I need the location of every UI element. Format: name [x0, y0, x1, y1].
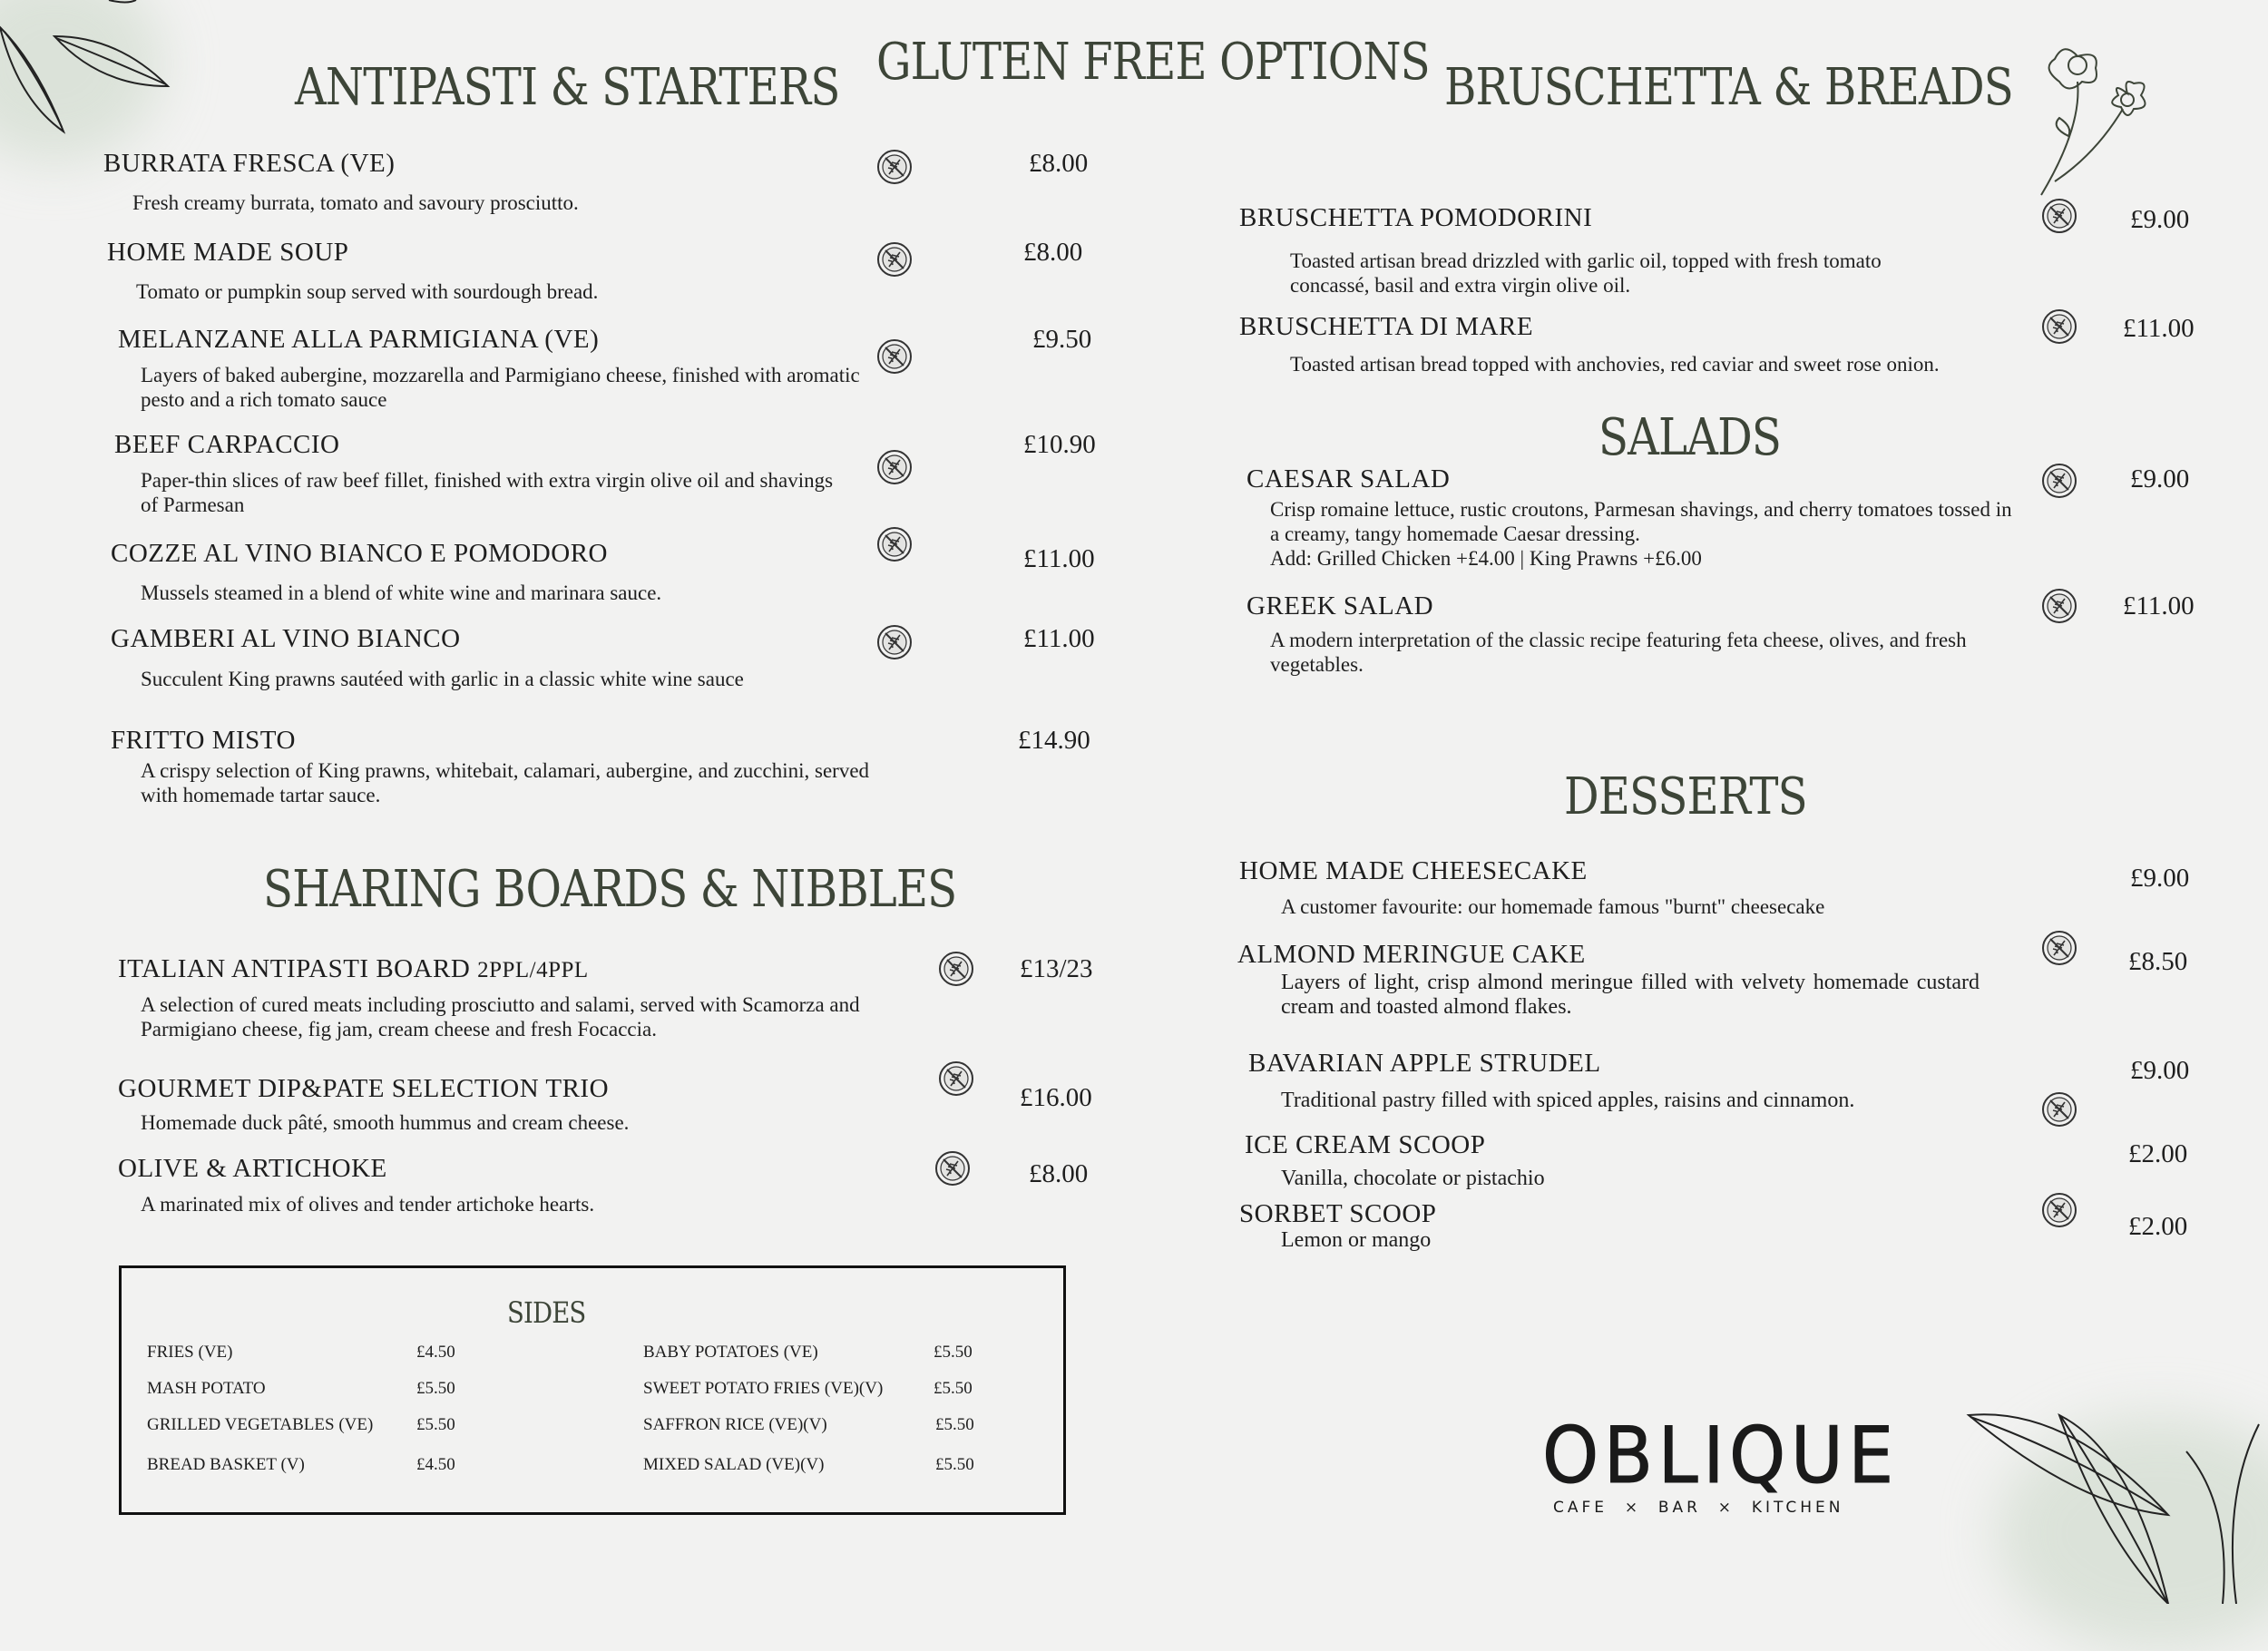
side-item-name: SAFFRON RICE (VE)(V) [643, 1415, 827, 1434]
menu-item-price: £11.00 [2123, 314, 2195, 343]
menu-item-name: MELANZANE ALLA PARMIGIANA (VE) [118, 325, 600, 354]
menu-item-price: £2.00 [2128, 1139, 2188, 1168]
menu-item-description: A marinated mix of olives and tender artichoke hearts. [141, 1193, 595, 1216]
flower-illustration [2032, 36, 2168, 200]
gluten-free-icon [938, 951, 974, 987]
menu-item-description: Fresh creamy burrata, tomato and savoury prosciutto. [132, 191, 579, 214]
menu-item-price: £11.00 [1023, 624, 1095, 653]
menu-item-price: £14.90 [1018, 726, 1090, 755]
menu-item-name: COZZE AL VINO BIANCO E POMODORO [111, 539, 608, 568]
menu-item-description: Toasted artisan bread drizzled with garlic oil, topped with fresh tomato concassé, basil and extra virgin olive oil. [1290, 249, 1882, 297]
gluten-free-icon [2041, 1091, 2077, 1128]
gluten-free-icon [2041, 588, 2077, 624]
section-heading-starters: ANTIPASTI & STARTERS [295, 58, 840, 117]
gluten-free-icon [876, 149, 913, 185]
menu-item-price: £8.00 [1029, 149, 1089, 178]
side-item-name: BABY POTATOES (VE) [643, 1343, 818, 1362]
menu-item-description: A selection of cured meats including prosciutto and salami, served with Scamorza and Parmigiano cheese, fig jam, cream cheese and fresh Focaccia. [141, 993, 860, 1040]
side-item-price: £5.50 [416, 1379, 455, 1398]
menu-item-description: Lemon or mango [1281, 1228, 1432, 1252]
menu-item-price: £9.00 [2130, 1056, 2190, 1085]
menu-item-name: FRITTO MISTO [111, 726, 296, 755]
gluten-free-icon [934, 1150, 971, 1187]
menu-item-name: GAMBERI AL VINO BIANCO [111, 624, 461, 653]
menu-item-price: £11.00 [1023, 544, 1095, 573]
side-item-price: £4.50 [416, 1455, 455, 1474]
gluten-free-icon [876, 338, 913, 375]
menu-item-name: BRUSCHETTA POMODORINI [1239, 203, 1593, 232]
section-heading-bruschetta: BRUSCHETTA & BREADS [1444, 58, 2013, 117]
gluten-free-icon [876, 624, 913, 660]
menu-item-price: £2.00 [2128, 1212, 2188, 1241]
menu-item-price: £9.00 [2130, 864, 2190, 893]
gluten-free-icon [876, 241, 913, 278]
menu-item-name: OLIVE & ARTICHOKE [118, 1154, 387, 1183]
menu-item-price: £8.50 [2128, 947, 2188, 976]
gluten-free-icon [876, 449, 913, 485]
menu-item-description: A crispy selection of King prawns, whitebait, calamari, aubergine, and zucchini, served with homemade tartar sauce. [141, 759, 870, 806]
menu-item-description: A customer favourite: our homemade famous "burnt" cheesecake [1281, 895, 1825, 918]
leaf-illustration [1960, 1397, 2268, 1604]
menu-item-price: £16.00 [1020, 1083, 1092, 1112]
gluten-free-icon [2041, 308, 2077, 345]
menu-item-name: BRUSCHETTA DI MARE [1239, 312, 1534, 341]
side-item-price: £5.50 [934, 1379, 973, 1398]
menu-item-name: GREEK SALAD [1246, 591, 1434, 620]
menu-item-description: Crisp romaine lettuce, rustic croutons, Parmesan shavings, and cherry tomatoes tossed in a creamy, tangy homemade Caesar dressing. [1270, 498, 2012, 545]
section-heading-sharing: SHARING BOARDS & NIBBLES [263, 860, 957, 919]
sides-heading: SIDES [507, 1295, 586, 1330]
menu-item-description: Mussels steamed in a blend of white wine and marinara sauce. [141, 581, 662, 604]
menu-item-name: BEEF CARPACCIO [114, 430, 340, 459]
menu-item-price: £8.00 [1023, 238, 1083, 267]
gluten-free-icon [876, 526, 913, 562]
section-heading-salads: SALADS [1598, 408, 1781, 467]
menu-item-price: £9.50 [1032, 325, 1092, 354]
menu-item-name: BAVARIAN APPLE STRUDEL [1248, 1049, 1601, 1078]
menu-item-name: HOME MADE CHEESECAKE [1239, 856, 1588, 885]
menu-item-price: £10.90 [1023, 430, 1096, 459]
menu-item-name: ALMOND MERINGUE CAKE [1237, 940, 1586, 969]
menu-item-price: £13/23 [1020, 954, 1093, 983]
menu-item-price: £9.00 [2130, 205, 2190, 234]
brand-wordmark: OBLIQUE [1542, 1411, 1899, 1501]
gluten-free-icon [2041, 198, 2077, 234]
menu-item-name: ITALIAN ANTIPASTI BOARD 2PPL/4PPL [118, 954, 589, 983]
side-item-name: BREAD BASKET (V) [147, 1455, 305, 1474]
menu-item-description: Layers of light, crisp almond meringue filled with velvety homemade custard cream and toasted almond flakes. [1281, 971, 1980, 1019]
side-item-price: £4.50 [416, 1343, 455, 1362]
menu-item-name: ICE CREAM SCOOP [1245, 1130, 1486, 1159]
brand-tagline: CAFE × BAR × KITCHEN [1553, 1499, 1844, 1517]
menu-item-description: A modern interpretation of the classic recipe featuring feta cheese, olives, and fresh vegetables. [1270, 629, 1967, 676]
brand-logo [1542, 1411, 1899, 1517]
menu-item-description: Vanilla, chocolate or pistachio [1281, 1167, 1545, 1190]
menu-item-description: Homemade duck pâté, smooth hummus and cream cheese. [141, 1111, 630, 1134]
menu-item-description: Toasted artisan bread topped with anchovies, red caviar and sweet rose onion. [1290, 353, 1940, 376]
menu-item-name: HOME MADE SOUP [107, 238, 349, 267]
menu-item-name: BURRATA FRESCA (VE) [103, 149, 396, 178]
side-item-price: £5.50 [935, 1455, 974, 1474]
menu-item-price: £8.00 [1029, 1159, 1089, 1188]
gluten-free-icon [938, 1060, 974, 1097]
menu-item-description: Layers of baked aubergine, mozzarella and Parmigiano cheese, finished with aromatic pesto and a rich tomato sauce [141, 364, 860, 411]
leaf-illustration [0, 0, 181, 145]
side-item-name: GRILLED VEGETABLES (VE) [147, 1415, 374, 1434]
sides-box [119, 1265, 1066, 1515]
menu-item-description: Succulent King prawns sautéed with garlic in a classic white wine sauce [141, 668, 744, 690]
side-item-price: £5.50 [416, 1415, 455, 1434]
gluten-free-icon [2041, 463, 2077, 499]
menu-item-name: GOURMET DIP&PATE SELECTION TRIO [118, 1074, 610, 1103]
section-heading-desserts: DESSERTS [1564, 767, 1807, 826]
side-item-name: FRIES (VE) [147, 1343, 233, 1362]
gluten-free-icon [2041, 930, 2077, 966]
menu-item-price: £9.00 [2130, 464, 2190, 493]
side-item-price: £5.50 [934, 1343, 973, 1362]
menu-item-name: SORBET SCOOP [1239, 1199, 1437, 1228]
gluten-free-icon [2041, 1192, 2077, 1228]
side-item-name: SWEET POTATO FRIES (VE)(V) [643, 1379, 884, 1398]
menu-item-name: CAESAR SALAD [1246, 464, 1451, 493]
side-item-name: MIXED SALAD (VE)(V) [643, 1455, 825, 1474]
menu-item-description: Tomato or pumpkin soup served with sourdough bread. [136, 280, 599, 303]
gluten-free-heading: GLUTEN FREE OPTIONS [876, 33, 1430, 92]
menu-item-description: Traditional pastry filled with spiced apples, raisins and cinnamon. [1281, 1089, 1855, 1112]
side-item-name: MASH POTATO [147, 1379, 266, 1398]
side-item-price: £5.50 [935, 1415, 974, 1434]
menu-item-price: £11.00 [2123, 591, 2195, 620]
menu-item-extras: Add: Grilled Chicken +£4.00 | King Prawns +£6.00 [1270, 547, 1702, 570]
menu-item-description: Paper-thin slices of raw beef fillet, finished with extra virgin olive oil and shavings of Parmesan [141, 469, 834, 516]
